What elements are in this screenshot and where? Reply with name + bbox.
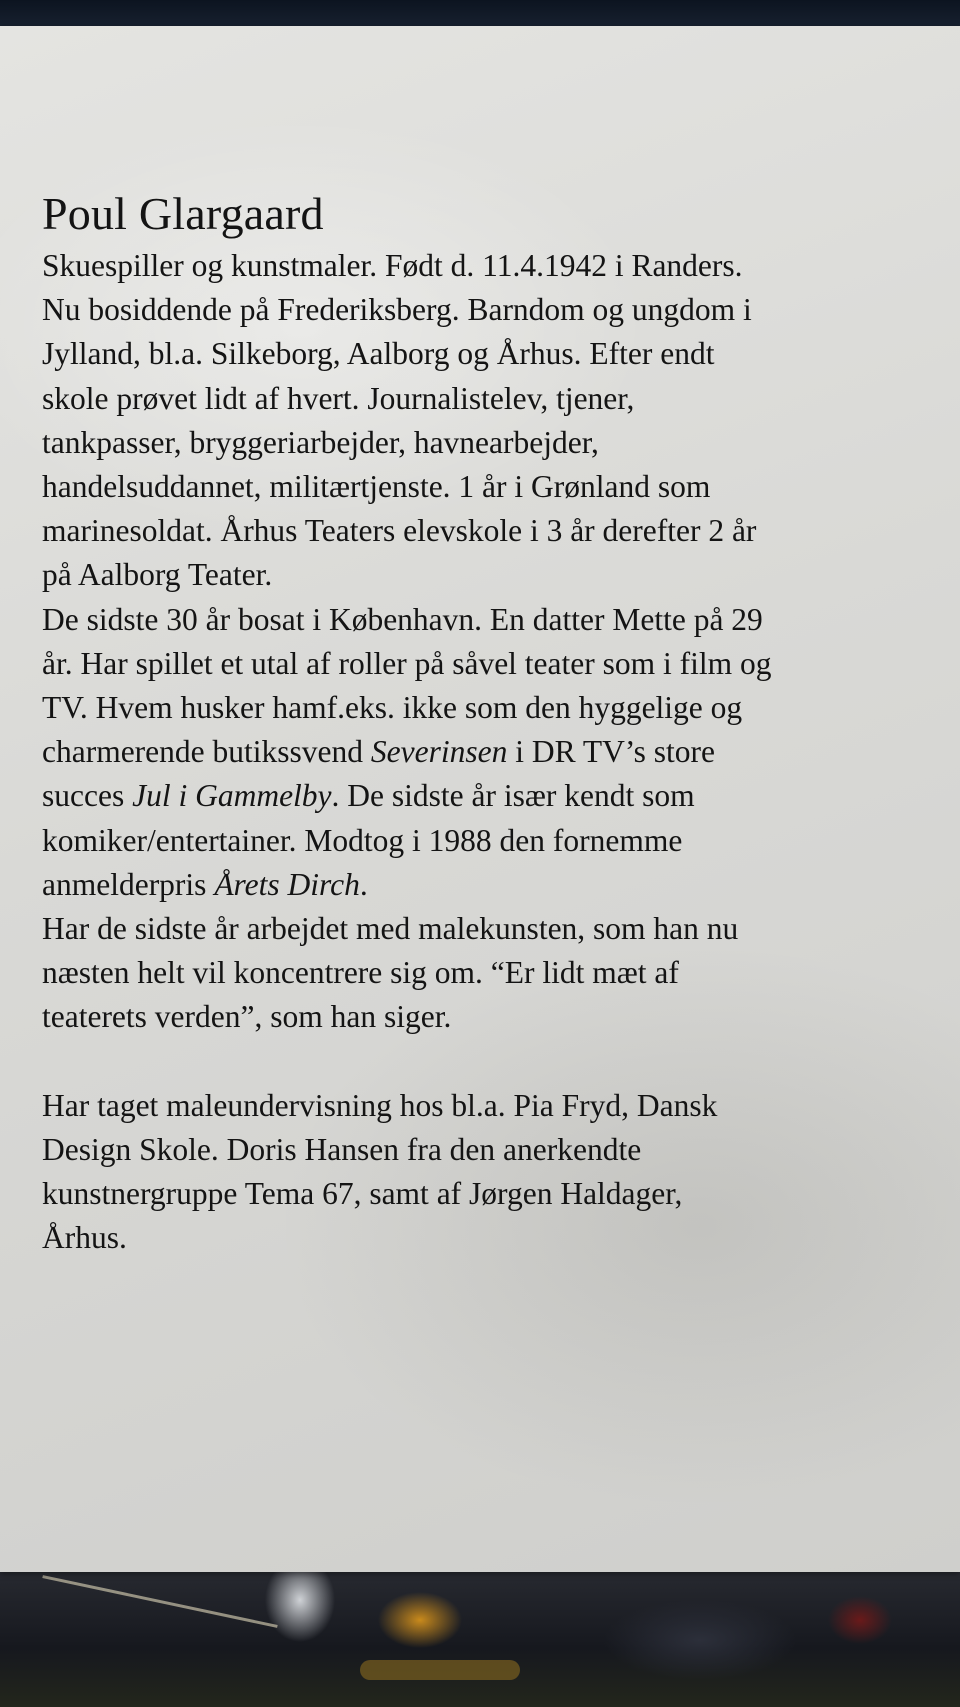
- text-line: tankpasser, bryggeriarbejder, havnearbejder,: [42, 424, 599, 460]
- text-fragment: anmelderpris: [42, 866, 215, 902]
- text-line: på Aalborg Teater.: [42, 557, 273, 593]
- paint-stroke: [42, 1575, 277, 1628]
- paragraph-education: [42, 1084, 922, 1261]
- text-line: TV. Hvem husker hamf.eks. ikke som den hyggelige og: [42, 690, 743, 726]
- text-line: Har taget maleundervisning hos bl.a. Pia Fryd, Dansk: [42, 1087, 718, 1123]
- paragraph-painting: [42, 907, 922, 1040]
- painting-background: [0, 1560, 960, 1707]
- text-line: Skuespiller og kunstmaler. Født d. 11.4.1942 i Randers.: [42, 248, 743, 283]
- text-line: [42, 863, 922, 907]
- paragraph-career: [42, 598, 922, 907]
- text-line: marinesoldat. Århus Teaters elevskole i 3 år derefter 2 år: [42, 513, 757, 549]
- text-line: De sidste 30 år bosat i København. En datter Mette på 29: [42, 601, 763, 637]
- text-fragment: charmerende butikssvend: [42, 734, 371, 770]
- text-fragment: succes: [42, 778, 133, 814]
- biography-text: [42, 186, 922, 1260]
- text-line: Har de sidste år arbejdet med malekunsten, som han nu: [42, 911, 739, 947]
- text-line: år. Har spillet et utal af roller på såvel teater som i film og: [42, 645, 772, 681]
- text-fragment: .: [359, 866, 368, 902]
- paper-sheet: [0, 26, 960, 1572]
- text-line: Design Skole. Doris Hansen fra den anerkendte: [42, 1131, 642, 1167]
- text-line: næsten helt vil koncentrere sig om. “Er lidt mæt af: [42, 955, 679, 991]
- text-fragment: i DR TV’s store: [507, 734, 716, 770]
- text-line: komiker/entertainer. Modtog i 1988 den fornemme: [42, 822, 683, 858]
- text-fragment: . De sidste år især kendt som: [331, 778, 695, 814]
- award-name: Årets Dirch: [214, 866, 360, 902]
- text-line: handelsuddannet, militærtjenste. 1 år i Grønland som: [42, 469, 711, 505]
- document-title: Poul Glargaard: [42, 188, 324, 239]
- text-line: Jylland, bl.a. Silkeborg, Aalborg og Århus. Efter endt: [42, 336, 715, 372]
- text-line: Århus.: [42, 1220, 127, 1256]
- text-line: [42, 774, 922, 818]
- text-line: Nu bosiddende på Frederiksberg. Barndom og ungdom i: [42, 292, 752, 328]
- text-line: teaterets verden”, som han siger.: [42, 999, 452, 1035]
- paint-stroke: [360, 1660, 520, 1680]
- text-line: skole prøvet lidt af hvert. Journalistelev, tjener,: [42, 380, 635, 416]
- role-name: Severinsen: [370, 734, 508, 770]
- paragraph-biography: [42, 244, 922, 598]
- text-line: kunstnergruppe Tema 67, samt af Jørgen Haldager,: [42, 1176, 683, 1212]
- paragraph-spacer: [42, 1040, 922, 1084]
- text-line: [42, 730, 922, 774]
- show-title: Jul i Gammelby: [132, 778, 332, 814]
